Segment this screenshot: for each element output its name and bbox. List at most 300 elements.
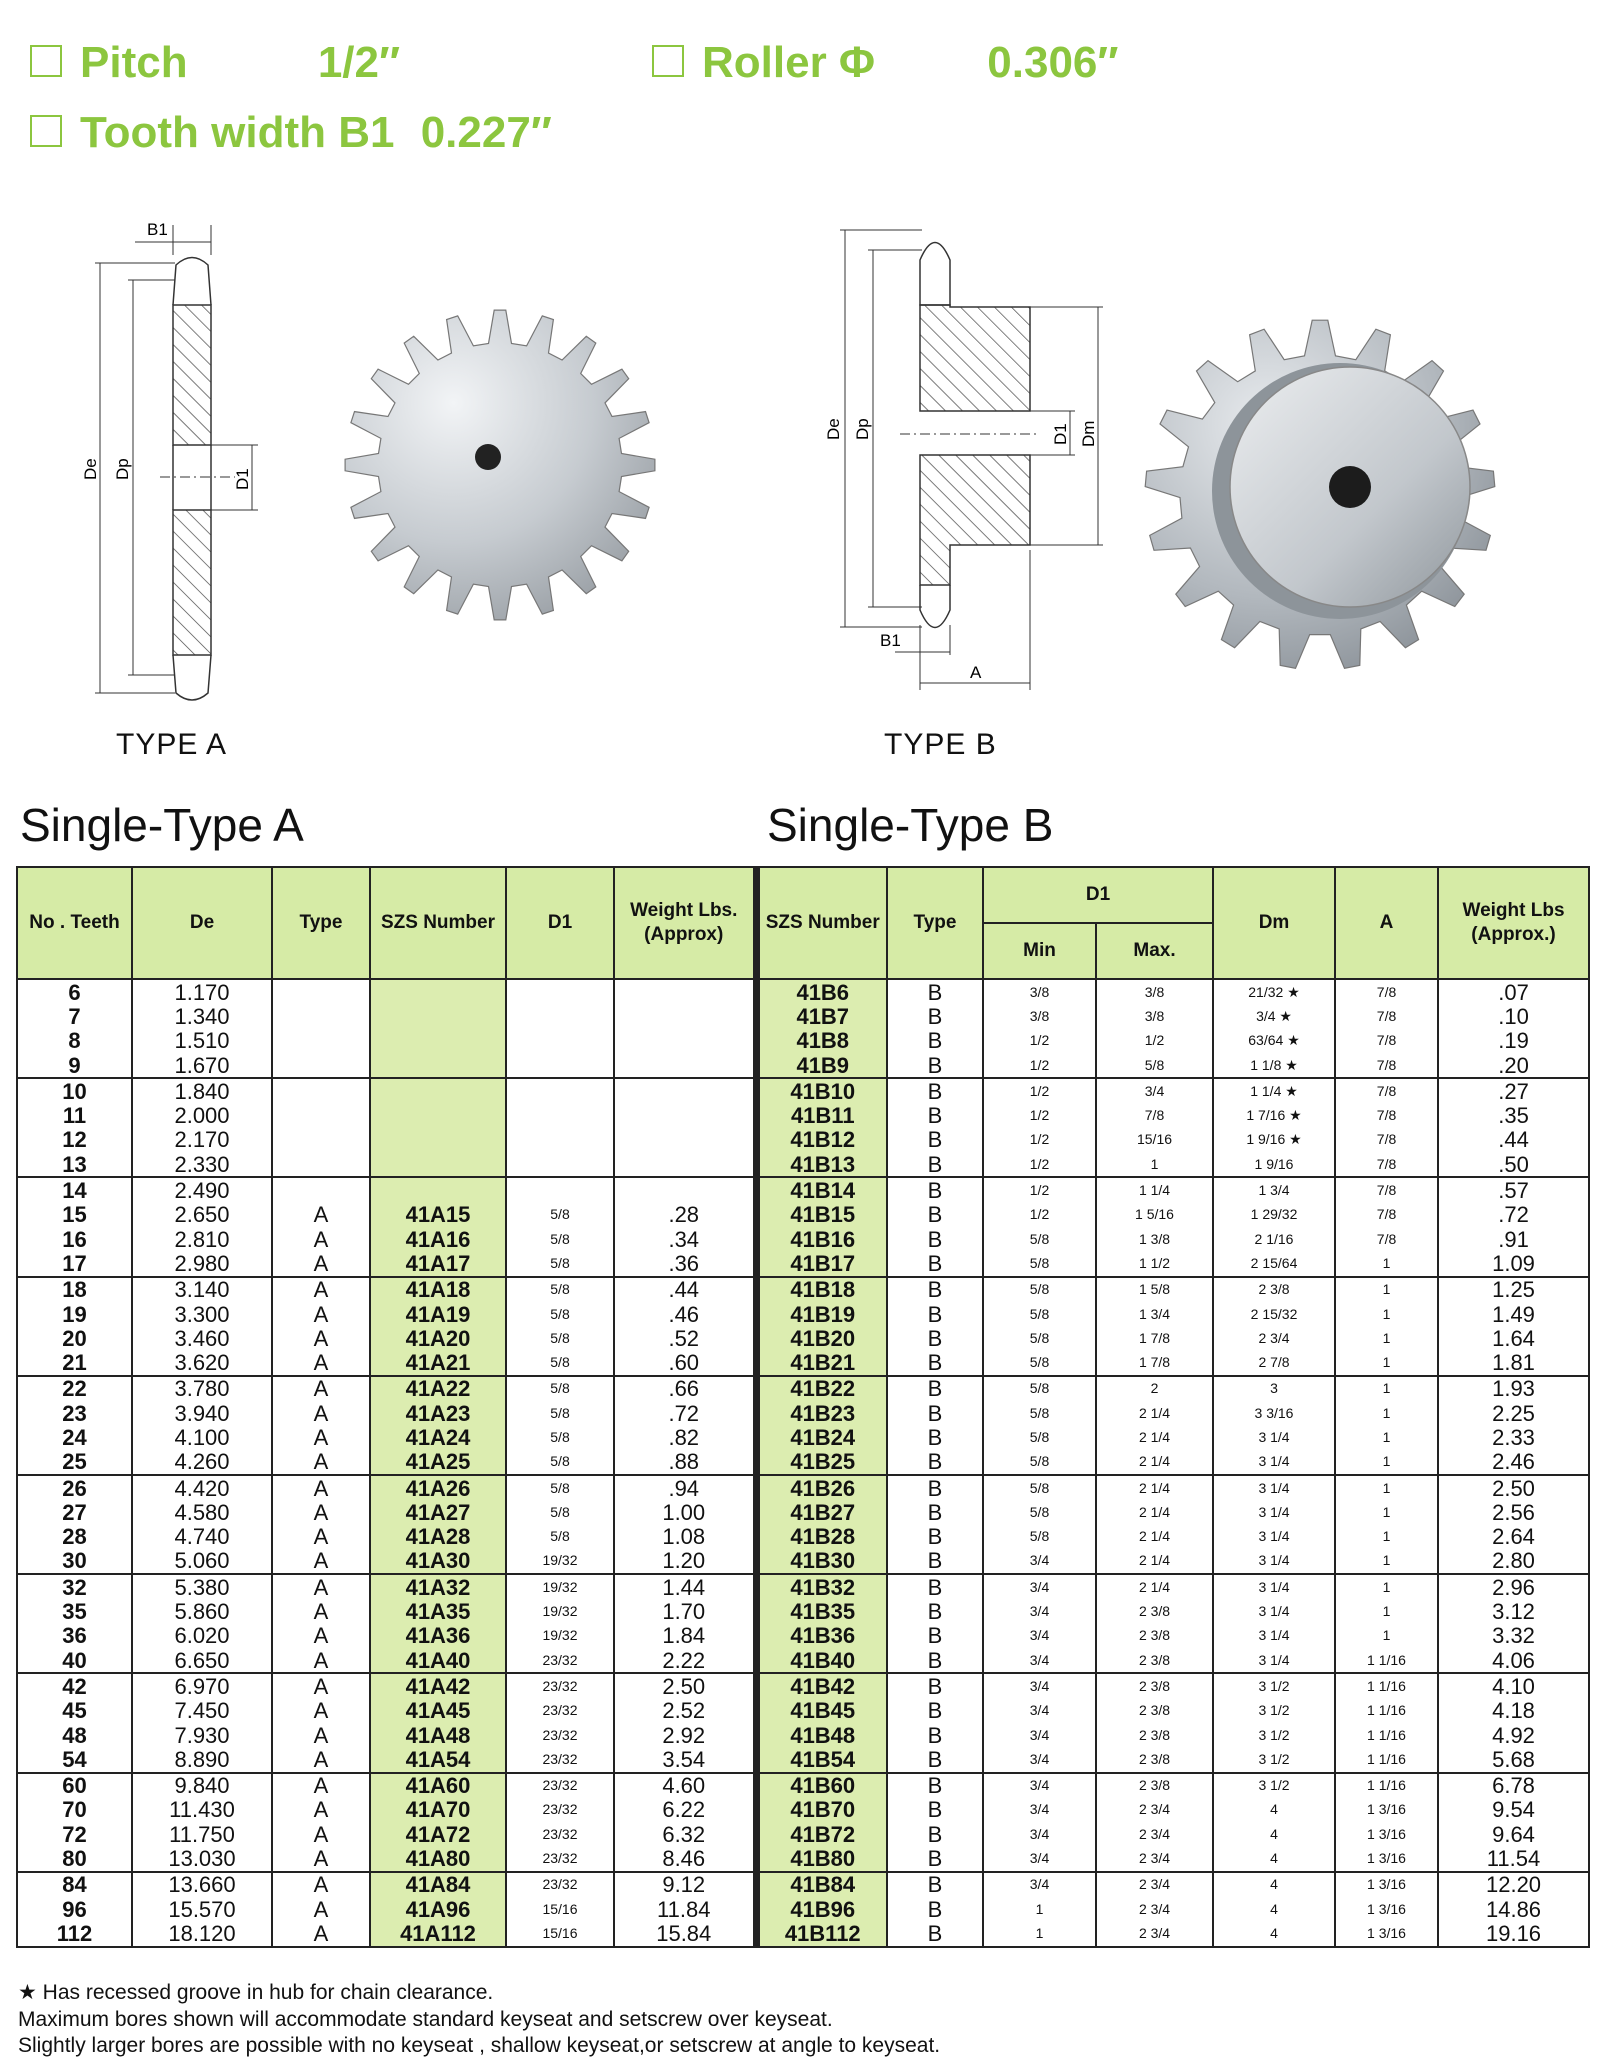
cell-weight-b: 2.25 <box>1438 1401 1589 1425</box>
type-b-caption: TYPE B <box>884 728 997 761</box>
cell-d1-max: 1 5/16 <box>1096 1203 1213 1227</box>
cell-type-b: B <box>887 1921 983 1946</box>
cell-a: 1 3/16 <box>1335 1921 1438 1946</box>
cell-d1-a <box>506 1029 614 1053</box>
cell-szs-a: 41A80 <box>370 1846 506 1871</box>
cell-d1-max: 2 1/4 <box>1096 1425 1213 1449</box>
cell-weight-b: 12.20 <box>1438 1872 1589 1897</box>
cell-a: 1 1/16 <box>1335 1723 1438 1747</box>
cell-de: 2.490 <box>132 1177 272 1202</box>
roller-label: Roller Φ <box>702 38 876 87</box>
cell-szs-b: 41B26 <box>756 1475 887 1500</box>
cell-de: 2.980 <box>132 1251 272 1276</box>
cell-d1-min: 3/4 <box>983 1624 1096 1648</box>
cell-szs-a: 41A18 <box>370 1277 506 1302</box>
cell-weight-a: 1.08 <box>614 1525 756 1549</box>
cell-d1-max: 1 1/4 <box>1096 1177 1213 1202</box>
cell-type-a: A <box>272 1921 370 1946</box>
cell-teeth: 17 <box>17 1251 132 1276</box>
cell-szs-b: 41B12 <box>756 1128 887 1152</box>
cell-type-b: B <box>887 1326 983 1350</box>
cell-type-a: A <box>272 1376 370 1401</box>
roller-checkbox[interactable] <box>652 45 684 77</box>
cell-szs-a: 41A28 <box>370 1525 506 1549</box>
cell-szs-a: 41A24 <box>370 1425 506 1449</box>
table-row <box>17 1103 1589 1127</box>
cell-weight-b: 2.46 <box>1438 1450 1589 1475</box>
cell-szs-a: 41A72 <box>370 1822 506 1846</box>
b1-label-b: B1 <box>880 631 901 650</box>
cell-d1-a: 23/32 <box>506 1723 614 1747</box>
cell-weight-a: .72 <box>614 1401 756 1425</box>
cell-type-a: A <box>272 1203 370 1227</box>
cell-szs-a: 41A35 <box>370 1599 506 1623</box>
table-row <box>17 1822 1589 1846</box>
cell-teeth: 6 <box>17 979 132 1004</box>
cell-d1-a: 19/32 <box>506 1624 614 1648</box>
cell-d1-max: 2 1/4 <box>1096 1574 1213 1599</box>
cell-type-b: B <box>887 1401 983 1425</box>
table-row <box>17 1302 1589 1326</box>
cell-d1-max: 1 3/8 <box>1096 1227 1213 1251</box>
cell-dm: 1 1/4 ★ <box>1213 1078 1335 1103</box>
cell-d1-max: 1 <box>1096 1152 1213 1177</box>
cell-type-b: B <box>887 1177 983 1202</box>
cell-weight-b: 5.68 <box>1438 1747 1589 1772</box>
cell-a: 7/8 <box>1335 1029 1438 1053</box>
cell-d1-a: 5/8 <box>506 1425 614 1449</box>
cell-d1-min: 3/4 <box>983 1648 1096 1673</box>
cell-a: 7/8 <box>1335 1053 1438 1078</box>
cell-d1-a: 5/8 <box>506 1500 614 1524</box>
cell-d1-a: 5/8 <box>506 1525 614 1549</box>
cell-d1-max: 2 1/4 <box>1096 1475 1213 1500</box>
cell-d1-max: 1 7/8 <box>1096 1350 1213 1375</box>
cell-d1-max: 1/2 <box>1096 1029 1213 1053</box>
cell-szs-b: 41B9 <box>756 1053 887 1078</box>
cell-dm: 3 1/4 <box>1213 1624 1335 1648</box>
cell-weight-b: 3.12 <box>1438 1599 1589 1623</box>
table-row <box>17 1798 1589 1822</box>
cell-d1-min: 1/2 <box>983 1128 1096 1152</box>
cell-d1-max: 1 1/2 <box>1096 1251 1213 1276</box>
cell-type-a: A <box>272 1350 370 1375</box>
col-dm: Dm <box>1213 867 1335 979</box>
cell-szs-a: 41A84 <box>370 1872 506 1897</box>
cell-teeth: 18 <box>17 1277 132 1302</box>
cell-de: 2.330 <box>132 1152 272 1177</box>
dp-label-b: Dp <box>853 418 872 440</box>
cell-dm: 2 1/16 <box>1213 1227 1335 1251</box>
d1-label-b: D1 <box>1051 423 1070 445</box>
cell-szs-b: 41B32 <box>756 1574 887 1599</box>
col-szs-number-b: SZS Number <box>756 867 887 979</box>
cell-de: 11.430 <box>132 1798 272 1822</box>
cell-szs-a: 41A54 <box>370 1747 506 1772</box>
cell-de: 7.930 <box>132 1723 272 1747</box>
cell-dm: 4 <box>1213 1921 1335 1946</box>
cell-type-b: B <box>887 1798 983 1822</box>
cell-d1-max: 3/8 <box>1096 1004 1213 1028</box>
cell-d1-min: 1/2 <box>983 1177 1096 1202</box>
cell-szs-a: 41A36 <box>370 1624 506 1648</box>
cell-teeth: 70 <box>17 1798 132 1822</box>
cell-type-a: A <box>272 1302 370 1326</box>
cell-szs-b: 41B25 <box>756 1450 887 1475</box>
cell-d1-a: 23/32 <box>506 1699 614 1723</box>
cell-weight-b: 19.16 <box>1438 1921 1589 1946</box>
cell-teeth: 7 <box>17 1004 132 1028</box>
cell-weight-b: 2.64 <box>1438 1525 1589 1549</box>
cell-weight-a: .66 <box>614 1376 756 1401</box>
cell-de: 5.380 <box>132 1574 272 1599</box>
cell-weight-b: .50 <box>1438 1152 1589 1177</box>
cell-weight-a: .94 <box>614 1475 756 1500</box>
tooth-width-label: Tooth width B1 <box>80 108 395 157</box>
cell-szs-a: 41A42 <box>370 1673 506 1698</box>
cell-teeth: 13 <box>17 1152 132 1177</box>
cell-dm: 3 1/2 <box>1213 1723 1335 1747</box>
cell-d1-max: 2 <box>1096 1376 1213 1401</box>
cell-type-b: B <box>887 1302 983 1326</box>
cell-a: 1 <box>1335 1277 1438 1302</box>
cell-a: 1 <box>1335 1450 1438 1475</box>
cell-a: 7/8 <box>1335 1128 1438 1152</box>
cell-szs-a: 41A45 <box>370 1699 506 1723</box>
cell-teeth: 27 <box>17 1500 132 1524</box>
cell-type-a <box>272 1152 370 1177</box>
cell-d1-min: 3/4 <box>983 1747 1096 1772</box>
cell-type-b: B <box>887 1251 983 1276</box>
table-row <box>17 1350 1589 1375</box>
cell-a: 1 <box>1335 1624 1438 1648</box>
cell-d1-min: 5/8 <box>983 1302 1096 1326</box>
dm-label: Dm <box>1079 420 1098 447</box>
cell-teeth: 8 <box>17 1029 132 1053</box>
cell-szs-a <box>370 1177 506 1202</box>
col-type-b: Type <box>887 867 983 979</box>
pitch-checkbox[interactable] <box>30 45 62 77</box>
cell-teeth: 15 <box>17 1203 132 1227</box>
cell-dm: 3 3/16 <box>1213 1401 1335 1425</box>
cell-szs-a <box>370 1004 506 1028</box>
cell-a: 1 <box>1335 1251 1438 1276</box>
cell-type-b: B <box>887 1773 983 1798</box>
cell-d1-min: 3/4 <box>983 1773 1096 1798</box>
cell-dm: 4 <box>1213 1846 1335 1871</box>
cell-szs-a <box>370 1103 506 1127</box>
cell-teeth: 11 <box>17 1103 132 1127</box>
cell-dm: 1 7/16 ★ <box>1213 1103 1335 1127</box>
type-a-caption: TYPE A <box>116 728 228 761</box>
cell-type-a: A <box>272 1500 370 1524</box>
cell-weight-a <box>614 1029 756 1053</box>
cell-d1-a: 23/32 <box>506 1673 614 1698</box>
table-row <box>17 1648 1589 1673</box>
col-weight-b: Weight Lbs (Approx.) <box>1438 867 1589 979</box>
table-row <box>17 1128 1589 1152</box>
table-row <box>17 1897 1589 1921</box>
cell-weight-b: 2.50 <box>1438 1475 1589 1500</box>
cell-weight-a <box>614 1053 756 1078</box>
table-row <box>17 1251 1589 1276</box>
cell-dm: 3 1/4 <box>1213 1648 1335 1673</box>
cell-type-a <box>272 1078 370 1103</box>
cell-weight-b: 4.10 <box>1438 1673 1589 1698</box>
cell-szs-b: 41B17 <box>756 1251 887 1276</box>
cell-d1-a: 19/32 <box>506 1549 614 1574</box>
cell-a: 7/8 <box>1335 1004 1438 1028</box>
table-row <box>17 1326 1589 1350</box>
cell-dm: 3 1/4 <box>1213 1574 1335 1599</box>
cell-d1-max: 2 3/4 <box>1096 1846 1213 1871</box>
cell-weight-a: 1.44 <box>614 1574 756 1599</box>
cell-de: 4.260 <box>132 1450 272 1475</box>
col-de: De <box>132 867 272 979</box>
cell-szs-b: 41B7 <box>756 1004 887 1028</box>
cell-type-b: B <box>887 1078 983 1103</box>
cell-type-b: B <box>887 1846 983 1871</box>
cell-weight-a: 4.60 <box>614 1773 756 1798</box>
cell-weight-a: .28 <box>614 1203 756 1227</box>
cell-d1-a: 15/16 <box>506 1921 614 1946</box>
cell-d1-a <box>506 1103 614 1127</box>
cell-d1-max: 2 3/8 <box>1096 1599 1213 1623</box>
cell-type-a: A <box>272 1525 370 1549</box>
cell-weight-a: 2.22 <box>614 1648 756 1673</box>
cell-szs-b: 41B8 <box>756 1029 887 1053</box>
cell-type-a: A <box>272 1798 370 1822</box>
cell-teeth: 48 <box>17 1723 132 1747</box>
cell-de: 6.650 <box>132 1648 272 1673</box>
cell-type-b: B <box>887 1203 983 1227</box>
pitch-label: Pitch <box>80 38 188 87</box>
cell-szs-b: 41B24 <box>756 1425 887 1449</box>
cell-d1-a: 15/16 <box>506 1897 614 1921</box>
cell-weight-a <box>614 979 756 1004</box>
cell-szs-b: 41B6 <box>756 979 887 1004</box>
cell-weight-a: .82 <box>614 1425 756 1449</box>
cell-szs-b: 41B23 <box>756 1401 887 1425</box>
cell-szs-b: 41B45 <box>756 1699 887 1723</box>
cell-d1-min: 5/8 <box>983 1251 1096 1276</box>
cell-szs-a: 41A23 <box>370 1401 506 1425</box>
cell-a: 7/8 <box>1335 1078 1438 1103</box>
cell-teeth: 16 <box>17 1227 132 1251</box>
table-row <box>17 1277 1589 1302</box>
cell-d1-min: 5/8 <box>983 1401 1096 1425</box>
cell-szs-a: 41A40 <box>370 1648 506 1673</box>
cell-dm: 1 1/8 ★ <box>1213 1053 1335 1078</box>
col-d1-min: Min <box>983 923 1096 979</box>
cell-szs-b: 41B96 <box>756 1897 887 1921</box>
cell-d1-min: 5/8 <box>983 1525 1096 1549</box>
cell-type-b: B <box>887 1624 983 1648</box>
cell-d1-a: 19/32 <box>506 1574 614 1599</box>
cell-de: 7.450 <box>132 1699 272 1723</box>
cell-szs-a: 41A96 <box>370 1897 506 1921</box>
cell-szs-b: 41B15 <box>756 1203 887 1227</box>
cell-weight-b: 1.09 <box>1438 1251 1589 1276</box>
cell-dm: 21/32 ★ <box>1213 979 1335 1004</box>
cell-d1-a: 5/8 <box>506 1401 614 1425</box>
cell-type-b: B <box>887 1475 983 1500</box>
cell-teeth: 21 <box>17 1350 132 1375</box>
cell-d1-a: 5/8 <box>506 1350 614 1375</box>
cell-weight-b: 2.80 <box>1438 1549 1589 1574</box>
cell-weight-b: .19 <box>1438 1029 1589 1053</box>
cell-teeth: 84 <box>17 1872 132 1897</box>
cell-d1-min: 3/4 <box>983 1599 1096 1623</box>
cell-d1-min: 5/8 <box>983 1350 1096 1375</box>
cell-d1-max: 3/4 <box>1096 1078 1213 1103</box>
cell-szs-a: 41A60 <box>370 1773 506 1798</box>
cell-d1-a: 5/8 <box>506 1251 614 1276</box>
cell-d1-max: 2 3/4 <box>1096 1897 1213 1921</box>
cell-szs-a <box>370 1053 506 1078</box>
cell-type-b: B <box>887 1425 983 1449</box>
cell-de: 5.060 <box>132 1549 272 1574</box>
cell-type-b: B <box>887 1029 983 1053</box>
cell-weight-b: .10 <box>1438 1004 1589 1028</box>
cell-szs-a: 41A25 <box>370 1450 506 1475</box>
tooth-width-checkbox[interactable] <box>30 115 62 147</box>
cell-teeth: 20 <box>17 1326 132 1350</box>
cell-de: 1.170 <box>132 979 272 1004</box>
cell-d1-max: 5/8 <box>1096 1053 1213 1078</box>
cell-a: 7/8 <box>1335 1152 1438 1177</box>
cell-d1-max: 1 5/8 <box>1096 1277 1213 1302</box>
cell-weight-b: 1.81 <box>1438 1350 1589 1375</box>
cell-weight-b: .44 <box>1438 1128 1589 1152</box>
cell-d1-a: 5/8 <box>506 1326 614 1350</box>
cell-type-b: B <box>887 1822 983 1846</box>
table-row <box>17 1525 1589 1549</box>
spec-table <box>16 866 1590 1948</box>
cell-szs-b: 41B35 <box>756 1599 887 1623</box>
cell-dm: 3 1/4 <box>1213 1599 1335 1623</box>
cell-szs-a: 41A16 <box>370 1227 506 1251</box>
footnote-groove: ★ Has recessed groove in hub for chain clearance. <box>18 1981 494 2004</box>
cell-weight-b: 1.49 <box>1438 1302 1589 1326</box>
cell-d1-min: 5/8 <box>983 1376 1096 1401</box>
cell-de: 8.890 <box>132 1747 272 1772</box>
cell-a: 1 3/16 <box>1335 1798 1438 1822</box>
table-row <box>17 1425 1589 1449</box>
cell-d1-max: 1 7/8 <box>1096 1326 1213 1350</box>
cell-d1-min: 3/4 <box>983 1549 1096 1574</box>
cell-teeth: 19 <box>17 1302 132 1326</box>
cell-d1-max: 2 3/4 <box>1096 1872 1213 1897</box>
cell-type-a: A <box>272 1897 370 1921</box>
cell-d1-a <box>506 1078 614 1103</box>
cell-weight-a <box>614 1103 756 1127</box>
cell-weight-a: 2.50 <box>614 1673 756 1698</box>
cell-szs-b: 41B10 <box>756 1078 887 1103</box>
cell-weight-a: .60 <box>614 1350 756 1375</box>
table-row <box>17 1574 1589 1599</box>
cell-de: 3.140 <box>132 1277 272 1302</box>
cell-type-b: B <box>887 1872 983 1897</box>
cell-d1-max: 1 3/4 <box>1096 1302 1213 1326</box>
table-row <box>17 1747 1589 1772</box>
cell-a: 1 <box>1335 1574 1438 1599</box>
roller-value: 0.306″ <box>987 38 1119 87</box>
cell-d1-max: 2 1/4 <box>1096 1401 1213 1425</box>
cell-szs-a <box>370 1029 506 1053</box>
table-row <box>17 1500 1589 1524</box>
cell-szs-b: 41B21 <box>756 1350 887 1375</box>
cell-teeth: 26 <box>17 1475 132 1500</box>
cell-dm: 3 1/2 <box>1213 1747 1335 1772</box>
cell-teeth: 32 <box>17 1574 132 1599</box>
cell-weight-b: .07 <box>1438 979 1589 1004</box>
type-a-sprocket-image <box>340 305 660 625</box>
cell-weight-a: 1.00 <box>614 1500 756 1524</box>
cell-dm: 2 7/8 <box>1213 1350 1335 1375</box>
table-row <box>17 1872 1589 1897</box>
cell-type-a: A <box>272 1872 370 1897</box>
cell-weight-a <box>614 1128 756 1152</box>
cell-d1-max: 2 3/4 <box>1096 1822 1213 1846</box>
cell-type-a: A <box>272 1648 370 1673</box>
cell-weight-b: .27 <box>1438 1078 1589 1103</box>
d1-label: D1 <box>233 468 252 490</box>
table-row <box>17 1475 1589 1500</box>
cell-d1-max: 7/8 <box>1096 1103 1213 1127</box>
cell-d1-max: 2 3/8 <box>1096 1723 1213 1747</box>
footnote-max-bores: Maximum bores shown will accommodate standard keyseat and setscrew over keyseat. <box>18 2008 833 2031</box>
cell-a: 1 1/16 <box>1335 1773 1438 1798</box>
cell-weight-a: .46 <box>614 1302 756 1326</box>
cell-d1-min: 3/4 <box>983 1699 1096 1723</box>
cell-szs-a: 41A21 <box>370 1350 506 1375</box>
cell-type-b: B <box>887 1128 983 1152</box>
cell-teeth: 30 <box>17 1549 132 1574</box>
cell-weight-a <box>614 1152 756 1177</box>
cell-szs-a <box>370 1128 506 1152</box>
table-row <box>17 979 1589 1004</box>
cell-d1-a: 5/8 <box>506 1277 614 1302</box>
cell-type-a: A <box>272 1227 370 1251</box>
cell-szs-b: 41B36 <box>756 1624 887 1648</box>
cell-szs-b: 41B22 <box>756 1376 887 1401</box>
cell-d1-min: 5/8 <box>983 1227 1096 1251</box>
table-row <box>17 1723 1589 1747</box>
cell-d1-min: 3/8 <box>983 1004 1096 1028</box>
cell-de: 6.020 <box>132 1624 272 1648</box>
cell-type-a <box>272 1103 370 1127</box>
cell-d1-min: 3/4 <box>983 1846 1096 1871</box>
cell-dm: 4 <box>1213 1798 1335 1822</box>
cell-de: 6.970 <box>132 1673 272 1698</box>
cell-d1-max: 2 1/4 <box>1096 1450 1213 1475</box>
cell-dm: 1 9/16 <box>1213 1152 1335 1177</box>
cell-weight-b: 1.25 <box>1438 1277 1589 1302</box>
cell-a: 1 <box>1335 1475 1438 1500</box>
cell-szs-b: 41B18 <box>756 1277 887 1302</box>
cell-szs-b: 41B80 <box>756 1846 887 1871</box>
cell-teeth: 40 <box>17 1648 132 1673</box>
cell-type-a: A <box>272 1277 370 1302</box>
cell-szs-b: 41B72 <box>756 1822 887 1846</box>
cell-type-b: B <box>887 1152 983 1177</box>
cell-de: 3.940 <box>132 1401 272 1425</box>
cell-szs-a: 41A30 <box>370 1549 506 1574</box>
cell-a: 1 <box>1335 1599 1438 1623</box>
cell-weight-a: 1.20 <box>614 1549 756 1574</box>
table-row <box>17 1053 1589 1078</box>
